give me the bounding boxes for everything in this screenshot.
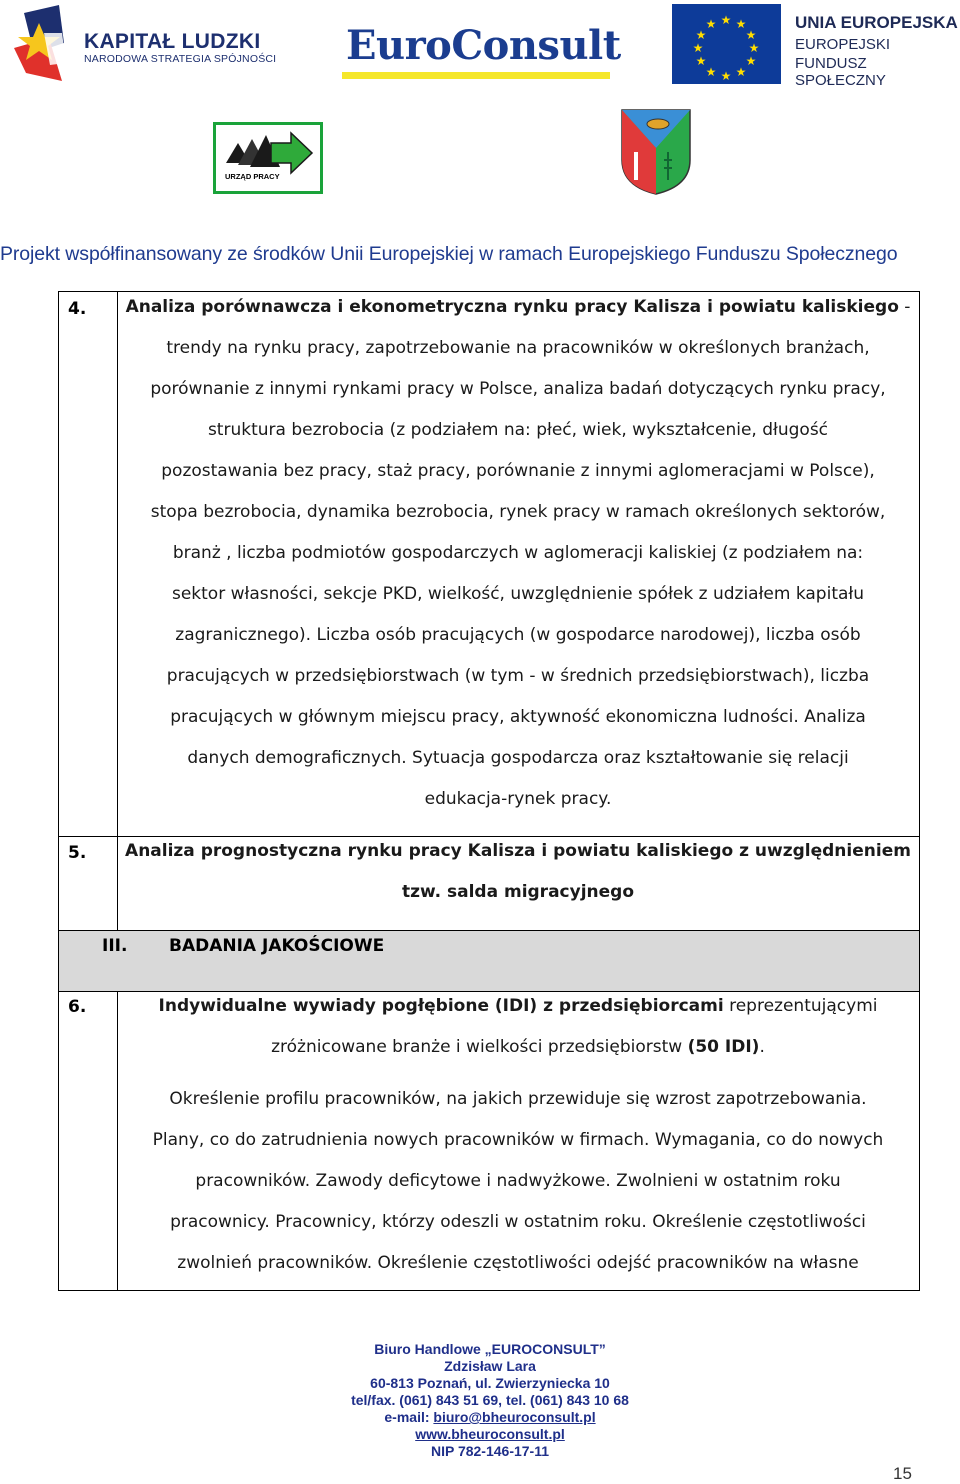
row-6-line: pracowników. Zawody deficytowe i nadwyżkowe. Zwolnieni w ostatnim roku <box>195 1171 841 1191</box>
row-4-line: pozostawania bez pracy, staż pracy, porównanie z innymi aglomeracjami w Polsce), <box>161 461 875 481</box>
row-6-line: pracownicy. Pracownicy, którzy odeszli w ostatnim roku. Określenie częstotliwości <box>170 1212 866 1232</box>
row-4-title-dash: - <box>898 297 911 317</box>
row-4-line: porównanie z innymi rynkami pracy w Polsce, analiza badań dotyczących rynku pracy, <box>150 379 886 399</box>
section-number: III. <box>102 936 128 956</box>
row-5-line: tzw. salda migracyjnego <box>401 882 635 902</box>
eu-line-2: EUROPEJSKI <box>795 36 891 53</box>
row-5-number: 5. <box>68 843 87 863</box>
svg-text:★: ★ <box>692 41 704 55</box>
kapital-ludzki-title: KAPITAŁ LUDZKI <box>84 30 261 53</box>
row-4-line: branż , liczba podmiotów gospodarczych w aglomeracji kaliskiej (z podziałem na: <box>172 543 864 563</box>
row-4-line: pracujących w głównym miejscu pracy, aktywność ekonomiczna ludności. Analiza <box>170 707 866 727</box>
row-4-line: zagranicznego). Liczba osób pracujących (w gospodarce narodowej), liczba osób <box>175 625 861 645</box>
footer-email-label: e-mail: <box>384 1409 434 1425</box>
eu-line-3: FUNDUSZ SPOŁECZNY <box>795 55 886 89</box>
kapital-ludzki-emblem-icon <box>14 3 84 83</box>
footer-person: Zdzisław Lara <box>444 1358 536 1374</box>
eu-flag-icon <box>672 4 781 84</box>
row-6-subtitle-end: . <box>759 1037 765 1057</box>
row-6-title-line <box>118 986 918 1027</box>
row-6-subtitle-line <box>118 1027 918 1068</box>
row-5-description <box>118 831 918 913</box>
row-6-idi-count: (50 IDI) <box>687 1037 760 1057</box>
svg-text:★: ★ <box>748 41 760 55</box>
svg-text:★: ★ <box>695 28 707 42</box>
svg-text:★: ★ <box>720 13 732 27</box>
row-6-title: Indywidualne wywiady pogłębione (IDI) z przedsiębiorcami <box>158 996 724 1016</box>
row-5-line: Analiza prognostyczna rynku pracy Kalisza i powiatu kaliskiego z uwzględnieniem <box>125 841 911 861</box>
urzad-pracy-label: URZĄD PRACY <box>225 172 280 181</box>
footer-company: Biuro Handlowe „EUROCONSULT” <box>374 1341 606 1357</box>
project-cofinancing-line: Projekt współfinansowany ze środków Unii Europejskiej w ramach Europejskiego Funduszu Społecznego <box>0 243 898 265</box>
svg-text:★: ★ <box>705 17 717 31</box>
row-6-title-rest: reprezentującymi <box>723 996 878 1016</box>
content-table <box>58 291 920 1291</box>
footer-phones: tel/fax. (061) 843 51 69, tel. (061) 843 10 68 <box>351 1392 629 1408</box>
row-6-line: zwolnień pracowników. Określenie częstotliwości odejść pracowników na własne <box>177 1253 859 1273</box>
row-4-line: stopa bezrobocia, dynamika bezrobocia, rynek pracy w ramach określonych sektorów, <box>150 502 886 522</box>
row-4-number: 4. <box>68 299 87 319</box>
footer-website-line <box>0 1426 960 1443</box>
svg-text:★: ★ <box>745 54 757 68</box>
urzad-pracy-arrow-icon <box>216 125 320 191</box>
svg-text:★: ★ <box>695 54 707 68</box>
row-4-line: struktura bezrobocia (z podziałem na: płeć, wiek, wykształcenie, długość <box>207 420 829 440</box>
svg-text:★: ★ <box>720 69 732 83</box>
row-6-line: Określenie profilu pracowników, na jakich przewiduje się wzrost zapotrzebowania. <box>169 1089 867 1109</box>
svg-text:★: ★ <box>705 65 717 79</box>
row-6-description <box>118 1079 918 1284</box>
eu-title: UNIA EUROPEJSKA <box>795 13 958 32</box>
row-4-line: trendy na rynku pracy, zapotrzebowanie na pracowników w określonych branżach, <box>166 338 870 358</box>
row-4-description <box>118 287 918 820</box>
row-4-line: danych demograficznych. Sytuacja gospodarcza oraz kształtowanie się relacji <box>187 748 849 768</box>
coat-of-arms-icon <box>620 108 692 196</box>
urzad-pracy-logo <box>213 122 323 194</box>
row-4-line: edukacja-rynek pracy. <box>424 789 612 809</box>
row-6-line: Plany, co do zatrudnienia nowych pracowników w firmach. Wymagania, co do nowych <box>152 1130 884 1150</box>
svg-text:★: ★ <box>735 17 747 31</box>
row-6-subtitle: zróżnicowane branże i wielkości przedsiębiorstw <box>271 1037 688 1057</box>
footer-website-link[interactable]: www.bheuroconsult.pl <box>415 1426 565 1442</box>
row-4-title: Analiza porównawcza i ekonometryczna rynku pracy Kalisza i powiatu kaliskiego <box>125 297 899 317</box>
svg-text:★: ★ <box>745 28 757 42</box>
footer-nip: NIP 782-146-17-11 <box>430 1443 550 1459</box>
row-4-line: pracujących w przedsiębiorstwach (w tym - w średnich przedsiębiorstwach), liczba <box>166 666 870 686</box>
page-number: 15 <box>893 1464 912 1483</box>
row-4-title-line <box>118 287 918 328</box>
row-6-number: 6. <box>68 997 87 1017</box>
footer-email-link[interactable]: biuro@bheuroconsult.pl <box>433 1409 596 1425</box>
row-4-line: sektor własności, sekcje PKD, wielkość, uwzględnienie spółek z udziałem kapitału <box>171 584 865 604</box>
row-6-heading <box>118 986 918 1068</box>
kapital-ludzki-subtitle: NARODOWA STRATEGIA SPÓJNOŚCI <box>84 53 277 65</box>
footer-address: 60-813 Poznań, ul. Zwierzyniecka 10 <box>370 1375 610 1391</box>
svg-text:★: ★ <box>735 65 747 79</box>
euroconsult-logo: EuroConsult <box>346 22 621 69</box>
section-title: BADANIA JAKOŚCIOWE <box>169 936 385 956</box>
footer-email-line <box>0 1409 960 1426</box>
euroconsult-underline <box>342 72 610 79</box>
